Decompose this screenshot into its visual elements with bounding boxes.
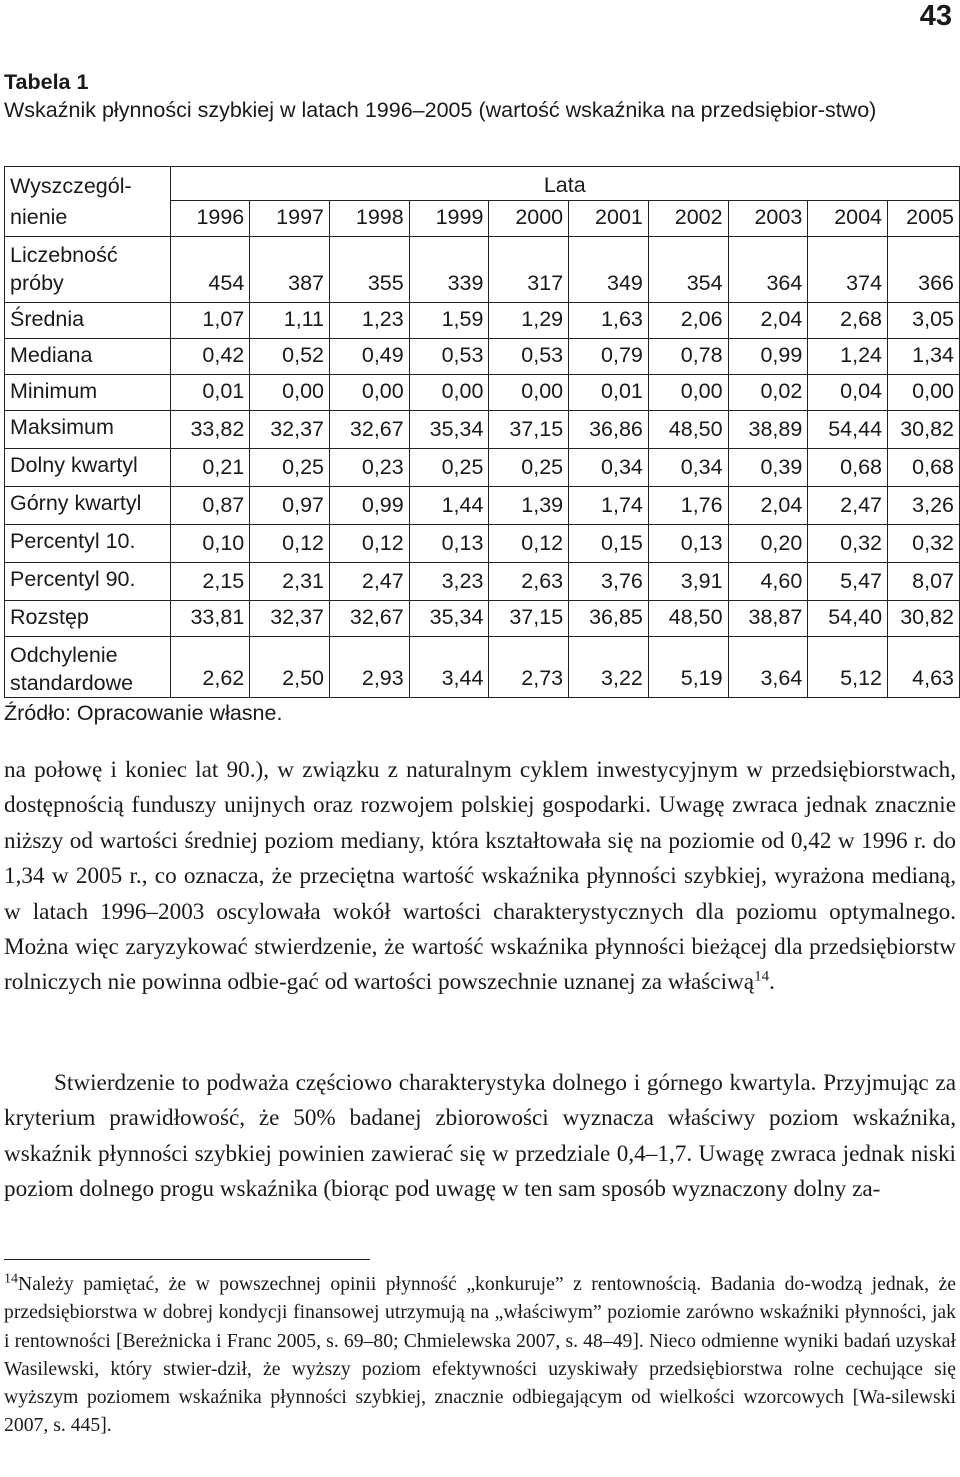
footnote-separator <box>4 1259 370 1260</box>
table-source: Źródło: Opracowanie własne. <box>4 701 283 725</box>
table-row <box>5 525 960 563</box>
table-cell: 54,40 <box>808 601 888 637</box>
table-cell: 0,53 <box>409 339 489 375</box>
table-cell: 0,00 <box>250 375 330 411</box>
table-cell: 0,34 <box>569 449 649 487</box>
table-cell: 0,87 <box>170 487 250 525</box>
table-cell: 0,25 <box>489 449 569 487</box>
table-cell: 48,50 <box>648 411 728 449</box>
table-row <box>5 303 960 339</box>
table-cell: 0,49 <box>330 339 410 375</box>
row-label: Średnia <box>5 303 171 339</box>
table-cell: 0,52 <box>250 339 330 375</box>
table-cell: 374 <box>808 237 888 303</box>
table-cell: 0,68 <box>808 449 888 487</box>
footnote <box>4 1270 956 1440</box>
table-cell: 339 <box>409 237 489 303</box>
table-cell: 33,81 <box>170 601 250 637</box>
table-cell: 36,85 <box>569 601 649 637</box>
table-cell: 0,00 <box>648 375 728 411</box>
table-cell: 37,15 <box>489 411 569 449</box>
table-cell: 0,21 <box>170 449 250 487</box>
table-cell: 0,00 <box>330 375 410 411</box>
table-cell: 5,12 <box>808 637 888 698</box>
table-cell: 0,99 <box>728 339 808 375</box>
row-label: Liczebność próby <box>5 237 171 303</box>
year-header: 2005 <box>888 201 960 237</box>
table-cell: 1,44 <box>409 487 489 525</box>
table-cell: 2,73 <box>489 637 569 698</box>
table-cell: 32,67 <box>330 601 410 637</box>
table-cell: 0,04 <box>808 375 888 411</box>
table-row <box>5 637 960 698</box>
table-cell: 2,63 <box>489 563 569 601</box>
footnote-text: Należy pamiętać, że w powszechnej opinii płynność „konkuruje” z rentownością. Badania do-wodzą jednak, że przedsiębiorstwa w dobrej kondycji finansowej utrzymują na „właściwym” poziomie zarówno wskaźniki płynności, jak i rentowności [Bereżnicka i Franc 2005, s. 69–80; Chmielewska 2007, s. 48–49]. Nieco odmienne wyniki badań uzyskał Wasilewski, który stwier-dził, że wyższy poziom efektywności uzyskiwały przedsiębiorstwa rolne cechujące się wyższym poziomem wskaźnika płynności szybkiej, znacznie odbiegającym od wielkości wzorcowych [Wa-silewski 2007, s. 445]. <box>4 1273 956 1437</box>
table-cell: 48,50 <box>648 601 728 637</box>
table-cell: 0,15 <box>569 525 649 563</box>
year-header: 2001 <box>569 201 649 237</box>
table-cell: 1,59 <box>409 303 489 339</box>
row-label: Odchylenie standardowe <box>5 637 171 698</box>
header-label: Wyszczegól-nienie <box>10 174 132 229</box>
table-cell: 30,82 <box>888 411 960 449</box>
table-cell: 2,31 <box>250 563 330 601</box>
table-cell: 0,12 <box>489 525 569 563</box>
table-cell: 35,34 <box>409 601 489 637</box>
table-cell: 2,04 <box>728 303 808 339</box>
table-cell: 0,25 <box>250 449 330 487</box>
table-cell: 0,01 <box>569 375 649 411</box>
table-cell: 1,23 <box>330 303 410 339</box>
row-label: Dolny kwartyl <box>5 449 171 487</box>
table-row <box>5 487 960 525</box>
table-row <box>5 339 960 375</box>
table-label: Tabela 1 <box>4 70 89 94</box>
table-cell: 1,24 <box>808 339 888 375</box>
year-header: 1999 <box>409 201 489 237</box>
table-cell: 36,86 <box>569 411 649 449</box>
table-cell: 0,10 <box>170 525 250 563</box>
table-cell: 2,62 <box>170 637 250 698</box>
table-cell: 349 <box>569 237 649 303</box>
table-cell: 0,23 <box>330 449 410 487</box>
table-cell: 0,79 <box>569 339 649 375</box>
table-cell: 5,47 <box>808 563 888 601</box>
table-cell: 0,00 <box>489 375 569 411</box>
table-cell: 3,91 <box>648 563 728 601</box>
table-cell: 4,63 <box>888 637 960 698</box>
table-cell: 33,82 <box>170 411 250 449</box>
paragraph-1-text: na połowę i koniec lat 90.), w związku z naturalnym cyklem inwestycyjnym w przedsiębiorstwach, dostępnością funduszy unijnych oraz rozwojem polskiej gospodarki. Uwagę zwraca jednak znacznie niższy od wartości średniej poziom mediany, która kształtowała się na poziomie od 0,42 w 1996 r. do 1,34 w 2005 r., co oznacza, że przeciętna wartość wskaźnika płynności szybkiej, wyrażona medianą, w latach 1996–2003 oscylowała wokół wartości charakterystycznych dla poziomu optymalnego. Można więc zaryzykować stwierdzenie, że wartość wskaźnika płynności bieżącej dla przedsiębiorstw rolniczych nie powinna odbie-gać od wartości powszechnie uznanej za właściwą <box>4 757 956 996</box>
row-label: Maksimum <box>5 411 171 449</box>
table-cell: 4,60 <box>728 563 808 601</box>
year-header: 2004 <box>808 201 888 237</box>
table-cell: 0,42 <box>170 339 250 375</box>
table-cell: 454 <box>170 237 250 303</box>
year-header: 2000 <box>489 201 569 237</box>
table-caption <box>4 68 956 124</box>
table-cell: 0,25 <box>409 449 489 487</box>
table-cell: 1,63 <box>569 303 649 339</box>
table-row <box>5 601 960 637</box>
table-cell: 32,37 <box>250 411 330 449</box>
table-cell: 3,05 <box>888 303 960 339</box>
table-cell: 8,07 <box>888 563 960 601</box>
row-label: Rozstęp <box>5 601 171 637</box>
page-number: 43 <box>919 0 952 32</box>
table-cell: 2,47 <box>808 487 888 525</box>
table-cell: 364 <box>728 237 808 303</box>
table-cell: 32,37 <box>250 601 330 637</box>
paragraph-1-end: . <box>769 969 775 996</box>
table-cell: 0,20 <box>728 525 808 563</box>
table-cell: 0,12 <box>250 525 330 563</box>
table-cell: 37,15 <box>489 601 569 637</box>
table-cell: 2,04 <box>728 487 808 525</box>
paragraph-2: Stwierdzenie to podważa częściowo charakterystyka dolnego i górnego kwartyla. Przyjmując za kryterium prawidłowość, że 50% badanej zbiorowości wyznacza właściwy poziom wskaźnika, wskaźnik płynności szybkiej powinien zawierać się w przedziale 0,4–1,7. Uwagę zwraca jednak niski poziom dolnego progu wskaźnika (biorąc pod uwagę w ten sam sposób wyznaczony dolny za- <box>4 1070 956 1203</box>
row-label: Percentyl 10. <box>5 525 171 563</box>
year-header: 1996 <box>170 201 250 237</box>
table-cell: 54,44 <box>808 411 888 449</box>
table-row <box>5 237 960 303</box>
table-cell: 38,89 <box>728 411 808 449</box>
table-cell: 2,93 <box>330 637 410 698</box>
table-cell: 38,87 <box>728 601 808 637</box>
row-label: Minimum <box>5 375 171 411</box>
table-cell: 3,76 <box>569 563 649 601</box>
data-table <box>4 166 960 698</box>
paragraph-1 <box>4 753 956 1001</box>
year-header: 1997 <box>250 201 330 237</box>
table-cell: 0,34 <box>648 449 728 487</box>
row-label: Mediana <box>5 339 171 375</box>
table-title: Wskaźnik płynności szybkiej w latach 1996–2005 (wartość wskaźnika na przedsiębior-stwo) <box>4 98 877 122</box>
row-label: Górny kwartyl <box>5 487 171 525</box>
table-cell: 0,00 <box>888 375 960 411</box>
table-row <box>5 375 960 411</box>
table-cell: 0,53 <box>489 339 569 375</box>
footnote-ref: 14 <box>754 968 770 985</box>
table-cell: 1,07 <box>170 303 250 339</box>
table-cell: 0,99 <box>330 487 410 525</box>
table-cell: 0,68 <box>888 449 960 487</box>
table-cell: 30,82 <box>888 601 960 637</box>
header-label-cell <box>5 167 171 237</box>
table-row <box>5 411 960 449</box>
table-cell: 354 <box>648 237 728 303</box>
table-cell: 317 <box>489 237 569 303</box>
table-cell: 1,11 <box>250 303 330 339</box>
group-header-lata: Lata <box>170 167 959 201</box>
table-cell: 32,67 <box>330 411 410 449</box>
table-cell: 0,12 <box>330 525 410 563</box>
table-cell: 3,23 <box>409 563 489 601</box>
table-cell: 0,13 <box>409 525 489 563</box>
table-cell: 0,13 <box>648 525 728 563</box>
year-header: 2002 <box>648 201 728 237</box>
table-cell: 2,15 <box>170 563 250 601</box>
table-cell: 1,34 <box>888 339 960 375</box>
footnote-mark: 14 <box>4 1271 18 1287</box>
table-cell: 2,06 <box>648 303 728 339</box>
table-cell: 0,01 <box>170 375 250 411</box>
row-label: Percentyl 90. <box>5 563 171 601</box>
table-cell: 387 <box>250 237 330 303</box>
table-cell: 3,64 <box>728 637 808 698</box>
table-cell: 3,22 <box>569 637 649 698</box>
table-cell: 1,29 <box>489 303 569 339</box>
table-cell: 0,02 <box>728 375 808 411</box>
table-cell: 0,32 <box>888 525 960 563</box>
year-header: 1998 <box>330 201 410 237</box>
table-cell: 5,19 <box>648 637 728 698</box>
table-cell: 0,78 <box>648 339 728 375</box>
table-cell: 355 <box>330 237 410 303</box>
table-cell: 0,97 <box>250 487 330 525</box>
table-cell: 2,68 <box>808 303 888 339</box>
table-cell: 0,00 <box>409 375 489 411</box>
table-cell: 0,32 <box>808 525 888 563</box>
table-cell: 2,50 <box>250 637 330 698</box>
year-header: 2003 <box>728 201 808 237</box>
table-cell: 1,76 <box>648 487 728 525</box>
table-row <box>5 563 960 601</box>
table-cell: 1,74 <box>569 487 649 525</box>
table-cell: 366 <box>888 237 960 303</box>
table-row <box>5 449 960 487</box>
table-cell: 0,39 <box>728 449 808 487</box>
table-cell: 2,47 <box>330 563 410 601</box>
table-cell: 1,39 <box>489 487 569 525</box>
table-cell: 35,34 <box>409 411 489 449</box>
table-cell: 3,44 <box>409 637 489 698</box>
table-cell: 3,26 <box>888 487 960 525</box>
